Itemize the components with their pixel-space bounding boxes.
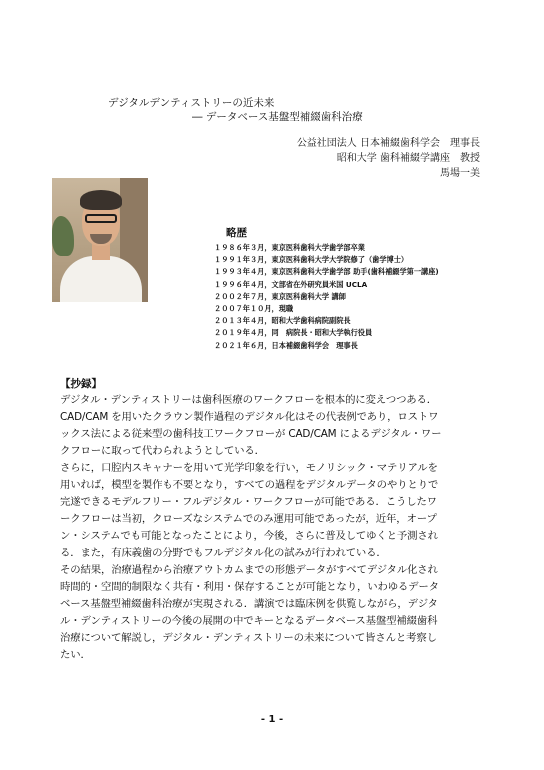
abstract-line: 完遂できるモデルフリー・フルデジタル・ワークフローが可能である．こうしたワ: [60, 496, 437, 508]
abstract-line: デジタル・デンティストリーは歯科医療のワークフローを根本的に変えつつある．: [60, 394, 438, 406]
abstract-line: クフローに取って代わられようとしている．: [60, 445, 265, 457]
cv-heading: 略歴: [226, 227, 247, 239]
author-affiliation-2: 昭和大学 歯科補綴学講座 教授: [336, 153, 480, 164]
abstract-line: ックス法による従来型の歯科技工ワークフローが CAD/CAM によるデジタル・ワー: [60, 428, 442, 440]
cv-entry: １９９１年３月，東京医科歯科大学大学院修了（歯学博士）: [214, 255, 409, 265]
cv-entry: ２００２年７月，東京医科歯科大学 講師: [214, 291, 346, 301]
cv-entry: １９８６年３月，東京医科歯科大学歯学部卒業: [214, 243, 365, 252]
abstract-line: 時間的・空間的制限なく共有・利用・保存することが可能となり，いわゆるデータ: [60, 581, 439, 593]
abstract-line: 用いれば，模型を製作も不要となり，すべての過程をデジタルデータのやりとりで: [60, 479, 439, 491]
author-block: [297, 136, 480, 181]
abstract-line: ル・デンティストリーの今後の展開の中でキーとなるデータベース基盤型補綴歯科: [60, 615, 438, 627]
abstract-line: ークフローは当初，クローズなシステムでのみ運用可能であったが，近年，オープ: [60, 513, 437, 525]
author-photo: [52, 178, 148, 302]
abstract-line: ン・システムでも可能となったことにより，今後，さらに普及してゆくと予測され: [60, 530, 438, 542]
cv-entry: ２０１９年４月，同 病院長・昭和大学執行役員: [214, 328, 373, 338]
cv-section: [214, 226, 439, 352]
cv-entry: ２００７年１０月，現職: [214, 304, 294, 314]
abstract-line: 治療について解説し，デジタル・デンティストリーの未来について皆さんと考察し: [60, 632, 437, 644]
abstract-line: ベース基盤型補綴歯科治療が実現される．講演では臨床例を供覧しながら，デジタ: [60, 598, 438, 610]
cv-entry: １９９３年４月，東京医科歯科大学歯学部 助手(歯科補綴学第一講座): [214, 267, 439, 277]
abstract-line: る．また，有床義歯の分野でもフルデジタル化の試みが行われている．: [60, 547, 387, 559]
document-subtitle: ― データベース基盤型補綴歯科治療: [192, 111, 363, 123]
document-title: デジタルデンティストリーの近未来: [108, 97, 275, 109]
abstract-line: さらに，口腔内スキャナーを用いて光学印象を行い，モノリシック・マテリアルを: [60, 462, 438, 474]
author-affiliation-1: 公益社団法人 日本補綴歯科学会 理事長: [296, 138, 480, 149]
author-name: 馬場一美: [440, 168, 480, 179]
abstract-line: その結果，治療過程から治療アウトカムまでの形態データがすべてデジタル化され: [60, 564, 438, 576]
page-number: - 1 -: [260, 714, 284, 725]
abstract-line: CAD/CAM を用いたクラウン製作過程のデジタル化はその代表例であり，ロストワ: [60, 411, 439, 423]
cv-entry: ２０２１年６月，日本補綴歯科学会 理事長: [214, 340, 358, 350]
abstract-heading: 【抄録】: [60, 378, 102, 390]
abstract-section: [60, 376, 480, 664]
cv-entry: ２０１３年４月，昭和大学歯科病院副院長: [214, 316, 351, 326]
cv-entry: １９９６年４月，文部省在外研究員米国 UCLA: [214, 279, 368, 289]
title-block: [108, 96, 363, 124]
abstract-line: たい．: [60, 649, 91, 661]
